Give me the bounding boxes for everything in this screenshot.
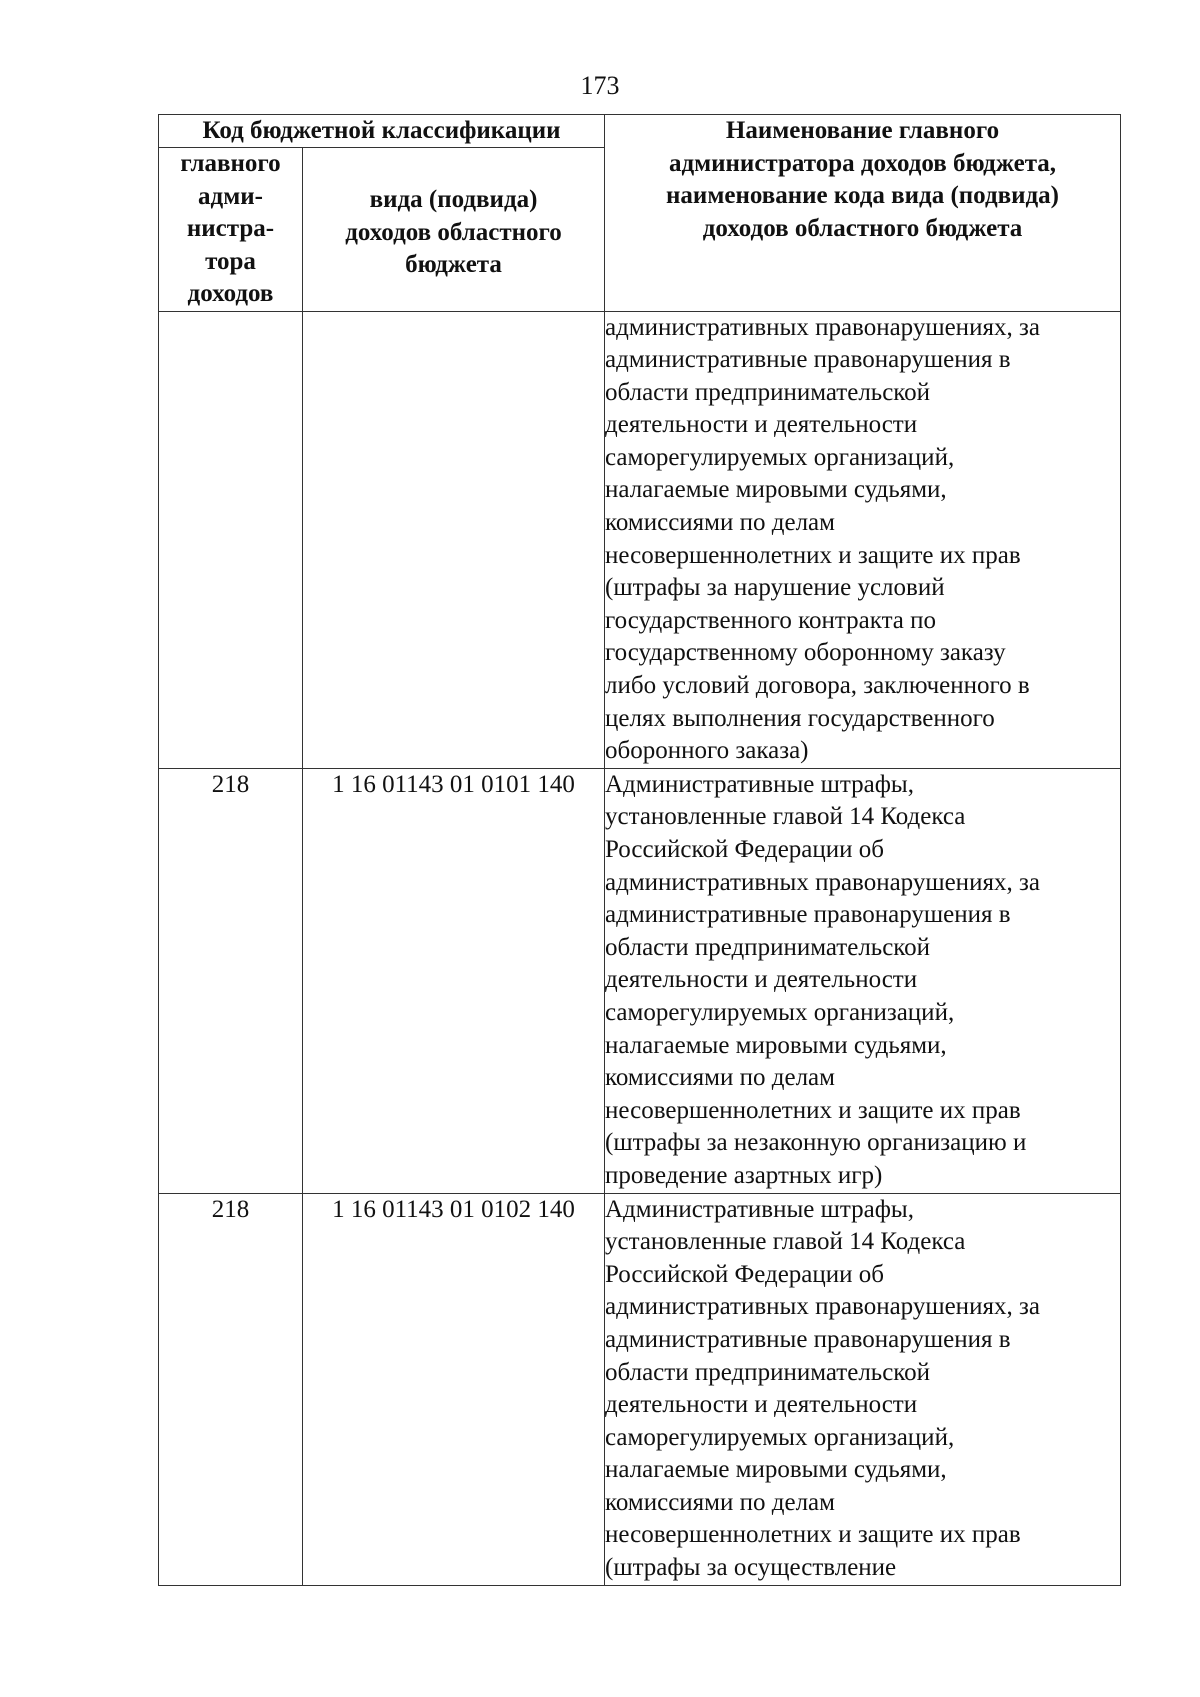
description-line: комиссиями по делам xyxy=(605,1488,835,1516)
table-header xyxy=(159,115,1121,312)
description-line: Российской Федерации об xyxy=(605,836,884,863)
description-cell xyxy=(605,768,1121,1193)
description-line: саморегулируемых организаций, xyxy=(605,1423,955,1451)
header-name-column xyxy=(605,115,1121,312)
table-row xyxy=(159,311,1121,768)
description-line: несовершеннолетних и защите их прав xyxy=(605,1521,1021,1549)
header-name-line: Наименование главного xyxy=(725,117,1000,144)
header-name-line: администратора доходов бюджета, xyxy=(668,149,1057,177)
description-line: проведение азартных игр) xyxy=(605,1161,883,1189)
description-line: оборонного заказа) xyxy=(605,737,809,765)
description-line: административных правонарушениях, за xyxy=(605,868,1040,896)
description-line: административные правонарушения в xyxy=(605,346,1011,374)
header-name-line: доходов областного бюджета xyxy=(702,214,1023,242)
description-line: налагаемые мировыми судьями, xyxy=(605,1456,947,1484)
description-line: саморегулируемых организаций, xyxy=(605,998,955,1026)
header-admin-line: адми- xyxy=(198,182,263,210)
description-line: несовершеннолетних и защите их прав xyxy=(605,1096,1021,1124)
description-line: деятельности и деятельности xyxy=(605,1391,918,1419)
description-line: налагаемые мировыми судьями, xyxy=(605,1031,947,1059)
description-line: комиссиями по делам xyxy=(605,509,835,537)
description-line: государственному оборонному заказу xyxy=(605,639,1006,667)
description-line: административных правонарушениях, за xyxy=(605,313,1040,341)
description-line: (штрафы за нарушение условий xyxy=(605,574,945,602)
revenue-code-cell: 1 16 01143 01 0102 140 xyxy=(303,1193,605,1585)
table-row xyxy=(159,1193,1121,1585)
header-admin-line: главного xyxy=(180,150,281,177)
revenue-code-cell xyxy=(303,311,605,768)
description-line: (штрафы за осуществление xyxy=(605,1554,897,1582)
header-name-line: наименование кода вида (подвида) xyxy=(666,182,1059,209)
header-admin-column xyxy=(159,148,303,312)
description-cell xyxy=(605,311,1121,768)
description-line: несовершеннолетних и защите их прав xyxy=(605,541,1021,569)
description-line: деятельности и деятельности xyxy=(605,411,918,439)
header-budget-code-group: Код бюджетной классификации xyxy=(159,115,605,148)
header-row-group xyxy=(159,115,1121,148)
description-line: налагаемые мировыми судьями, xyxy=(605,476,947,504)
description-line: области предпринимательской xyxy=(605,933,931,961)
description-line: целях выполнения государственного xyxy=(605,704,995,732)
description-line: установленные главой 14 Кодекса xyxy=(605,1228,966,1256)
header-code-line: вида (подвида) xyxy=(369,186,538,213)
description-line: Административные штрафы, xyxy=(605,1195,914,1223)
description-line: Российской Федерации об xyxy=(605,1260,884,1288)
description-line: (штрафы за незаконную организацию и xyxy=(605,1129,1027,1157)
description-cell xyxy=(605,1193,1121,1585)
header-code-line: бюджета xyxy=(405,251,502,278)
admin-code-cell: 218 xyxy=(159,1193,303,1585)
description-line: области предпринимательской xyxy=(605,1358,931,1386)
header-admin-line: нистра- xyxy=(186,215,275,242)
description-line: Административные штрафы, xyxy=(605,770,914,798)
description-line: административные правонарушения в xyxy=(605,901,1011,929)
description-line: административных правонарушениях, за xyxy=(605,1293,1040,1321)
description-line: установленные главой 14 Кодекса xyxy=(605,803,966,831)
header-admin-line: доходов xyxy=(187,280,274,307)
description-line: либо условий договора, заключенного в xyxy=(605,672,1030,700)
description-line: области предпринимательской xyxy=(605,378,931,406)
revenue-code-cell: 1 16 01143 01 0101 140 xyxy=(303,768,605,1193)
description-line: саморегулируемых организаций, xyxy=(605,443,955,471)
admin-code-cell: 218 xyxy=(159,768,303,1193)
description-line: административные правонарушения в xyxy=(605,1325,1011,1353)
header-admin-line: тора xyxy=(205,247,256,275)
header-code-column xyxy=(303,148,605,312)
description-line: деятельности и деятельности xyxy=(605,966,918,994)
table-row xyxy=(159,768,1121,1193)
budget-classification-table xyxy=(158,114,1121,1586)
description-line: комиссиями по делам xyxy=(605,1064,835,1092)
description-line: государственного контракта по xyxy=(605,606,937,634)
page-number: 173 xyxy=(580,71,620,100)
header-code-line: доходов областного xyxy=(345,218,562,246)
admin-code-cell xyxy=(159,311,303,768)
